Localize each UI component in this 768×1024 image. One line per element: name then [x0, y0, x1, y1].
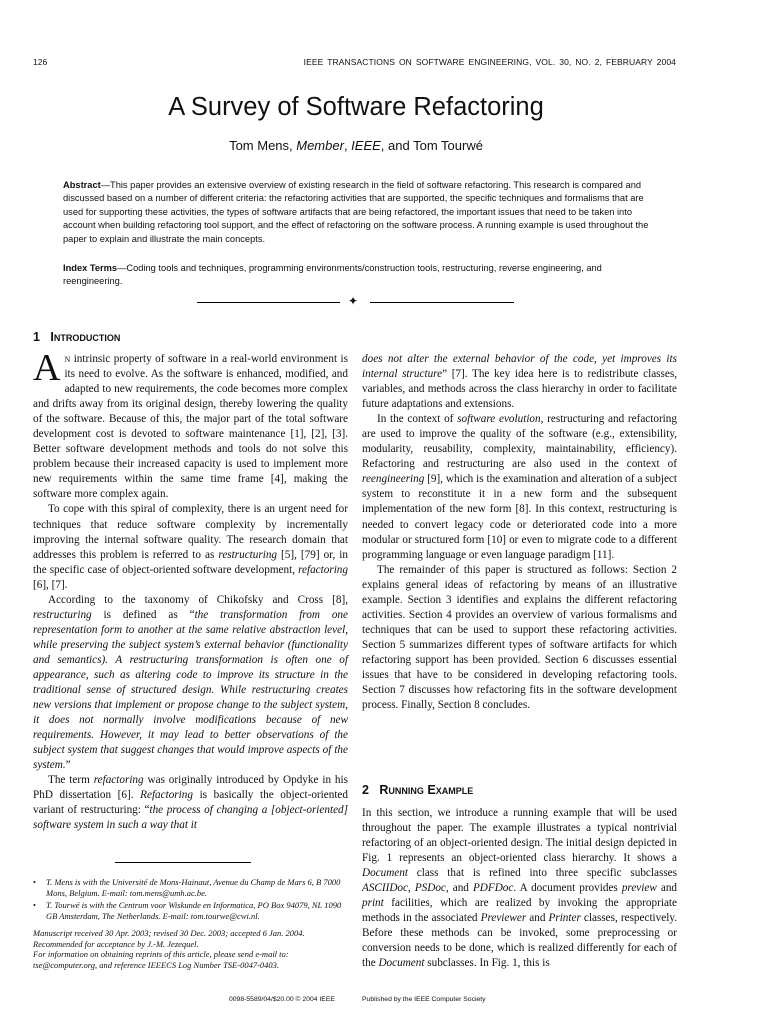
class-name: Previewer: [480, 912, 527, 925]
footnote-rule: [115, 862, 251, 863]
text-run: To cope with this spiral of complexity, there is an urgent need for techniques that reduce software complexity by incrementally improving the internal software quality. The research domain that addresses this problem is referred to as: [33, 503, 348, 561]
text-run: [9], which is the examination and alteration of a subject system to reconstitute it in a new form and the subsequent implementation of the new form [8]. In this context, restructuring is needed to convert legacy code or deteriorated code into a more modular or structured form [10] or even to migrate code to a different programming language or even language paradigm [11].: [362, 473, 677, 561]
paragraph: [33, 347, 348, 502]
bullet-icon: •: [33, 899, 36, 910]
index-terms-label: Index Terms: [63, 263, 118, 273]
class-name: Printer: [548, 912, 581, 925]
section-title-rest: ntroduction: [53, 330, 121, 344]
section-title-initial: E: [423, 783, 436, 797]
text-run: ” [7]. The key idea here is to redistribute classes, variables, and methods across the class hierarchy in order to facilitate future adaptations and extensions.: [362, 368, 678, 411]
paragraph: [362, 806, 677, 972]
page-number: 126: [33, 57, 48, 67]
text-run-italic: refactoring: [93, 774, 144, 787]
footnote-affiliation: [33, 900, 348, 922]
paper-title: A Survey of Software Refactoring: [168, 93, 544, 121]
text-run-italic: refactoring: [298, 563, 348, 576]
paragraph: [362, 412, 677, 562]
reprints-info: For information on obtaining reprints of this article, please send e-mail to: tse@computer.org, and reference IEEECS Log Number TSE-0047-0403.: [33, 949, 289, 971]
text-run: , and: [445, 882, 473, 895]
text-run-italic: reengineering: [362, 473, 425, 486]
footnote-text: T. Mens is with the Université de Mons-Hainaut, Avenue du Champ de Mars 6, B 7000 Mons, Belgium. E-mail: tom.mens@umh.ac.be.: [46, 877, 341, 898]
footnotes: [33, 877, 348, 971]
abstract: [63, 179, 653, 246]
paragraph: [33, 593, 348, 774]
running-example-body: [362, 806, 677, 972]
drop-cap-continuation: n: [64, 353, 71, 365]
paper-authors: [0, 138, 712, 153]
section-heading-running-example: [362, 783, 473, 797]
definition-quote: the process of changing a [object-oriented] software system in such a way that it: [33, 804, 348, 832]
text-run: [5], [79] or, in the specific case of object-oriented software development,: [33, 548, 348, 576]
paragraph: [33, 773, 348, 833]
divider-diamond-icon: ✦: [348, 294, 359, 308]
text-run: class that is refined into three specific subclasses: [407, 867, 677, 880]
paragraph-text: intrinsic property of software in a real-world environment is its need to evolve. As the software is enhanced, modified, and adapted to new requirements, the code becomes more complex and drifts away from its original design, thereby lowering the quality of the software. Because of this, the major part of the total software development cost is devoted to software maintenance [1], [2], [3]. Better software development methods and tools do not solve this problem because their increased capacity is used to implement more new requirements within the same time frame [4], making the software more complex again.: [33, 353, 348, 501]
left-column: [33, 347, 348, 834]
publisher-line: Published by the IEEE Computer Society: [362, 996, 486, 1003]
author-membership: Member: [296, 138, 344, 153]
method-name: preview: [621, 882, 657, 895]
abstract-text: —This paper provides an extensive overview of existing research in the field of software refactoring. This research is compared and discussed based on a number of different criteria: the refactoring activities that are supported, the specific techniques and formalisms that are used for supporting these activities, the types of software artifacts that are being refactored, the important issues that need to be taken into account when building refactoring tool support, and the effect of refactoring on the software process. A running example is used throughout the paper to explain and illustrate the main concepts.: [63, 180, 649, 244]
text-run: facilities, which are realized by invoking the appropriate methods in the associated: [362, 897, 677, 925]
class-name: PSDoc: [414, 882, 446, 895]
index-terms-text: —Coding tools and techniques, programming environments/construction tools, restructuring, reverse engineering, and reengineering.: [63, 263, 602, 287]
paragraph: [362, 352, 677, 412]
text-run: [6], [7].: [33, 578, 68, 591]
drop-cap: A: [33, 347, 61, 389]
class-name: ASCIIDoc: [362, 882, 408, 895]
index-terms: [63, 262, 653, 289]
text-run: classes, respectively. Before these methods can be invoked, some preprocessing or conversion needs to be done, which is realized differently for each of the: [362, 912, 677, 970]
author-society: IEEE: [351, 138, 381, 153]
section-heading-introduction: [33, 330, 120, 344]
copyright-line: 0098-5589/04/$20.00 © 2004 IEEE: [229, 996, 335, 1003]
text-run: and: [526, 912, 549, 925]
text-run: . A document provides: [513, 882, 622, 895]
text-run: In this section, we introduce a running example that will be used throughout the paper. The example illustrates a typical nontrivial refactoring of an object-oriented design. The initial design depicted in Fig. 1 represents an object-oriented class hierarchy. It shows a: [362, 807, 677, 865]
paragraph: [33, 502, 348, 592]
bullet-icon: •: [33, 877, 36, 887]
class-name: Document: [378, 957, 425, 970]
section-number: 2: [362, 783, 369, 797]
divider-line-left: [197, 302, 340, 303]
text-run-italic: restructuring: [33, 608, 92, 621]
text-run: ,: [407, 882, 415, 895]
paragraph: The remainder of this paper is structured as follows: Section 2 explains general ideas of refactoring by means of an illustrative example. Section 3 identifies and explains the different refactoring activities. Section 4 provides an overview of various formalisms and techniques that can be used to support these refactoring activities. Section 5 summarizes different types of software artifacts for which refactoring support has been provided. Section 6 discusses essential issues that have to be considered in developing refactoring tools. Section 7 discusses how refactoring fits in the software development process. Finally, Section 8 concludes.: [362, 563, 677, 712]
text-run-italic: restructuring: [218, 548, 278, 561]
text-run: was originally introduced by Opdyke in his PhD dissertation [6].: [33, 774, 348, 802]
text-run-italic: Refactoring: [140, 789, 193, 802]
text-run-italic: software evolution: [457, 413, 541, 426]
section-title-rest: xample: [435, 783, 474, 797]
section-title-initial: R: [379, 783, 389, 797]
author-text: , and Tom Tourwé: [380, 138, 483, 153]
divider-line-right: [370, 302, 514, 303]
text-run: ”: [65, 759, 71, 772]
definition-quote: does not alter the external behavior of the code, yet improves its internal structure: [362, 353, 677, 381]
method-name: print: [362, 897, 384, 910]
text-run: is basically the object-oriented variant of restructuring: “: [33, 789, 348, 817]
right-column: [362, 352, 677, 713]
text-run: , restructuring and refactoring are used to improve the quality of the software (e.g., extensibility, modularity, reusability, complexity, maintainability, efficiency). Refactoring and restructuring are also used in the context of: [362, 413, 677, 471]
manuscript-info: Manuscript received 30 Apr. 2003; revised 30 Dec. 2003; accepted 6 Jan. 2004. Recommended for acceptance by J.-M. Jezequel.: [33, 927, 305, 949]
text-run: The term: [48, 774, 94, 787]
class-name: Document: [362, 867, 408, 880]
text-run: subclasses. In Fig. 1, this is: [424, 957, 550, 970]
footnote-text: T. Tourwé is with the Centrum voor Wiskunde en Informatica, PO Box 94079, NL 1090 GB Amsterdam, The Netherlands. E-mail: tom.tourwe@cwi.nl.: [46, 899, 342, 921]
text-run: is defined as “: [91, 608, 195, 621]
section-number: 1: [33, 330, 40, 344]
text-run: According to the taxonomy of Chikofsky and Cross [8],: [48, 593, 348, 606]
author-text: Tom Mens,: [229, 138, 297, 153]
footnote-affiliation: [33, 877, 348, 899]
section-title-initial: I: [50, 330, 54, 344]
text-run: and: [656, 882, 678, 895]
section-title-rest: unning: [388, 783, 424, 797]
running-header: IEEE TRANSACTIONS ON SOFTWARE ENGINEERING, VOL. 30, NO. 2, FEBRUARY 2004: [303, 57, 676, 67]
author-separator: ,: [343, 138, 352, 153]
text-run: In the context of: [377, 413, 458, 426]
abstract-label: Abstract: [63, 180, 101, 190]
definition-quote: the transformation from one representation form to another at the same relative abstraction level, while preserving the subject system’s external behavior (functionality and semantics). A restructuring transformation is often one of appearance, such as altering code to improve its structure in the traditional sense of structured design. While restructuring creates new versions that implement or propose change to the subject system, it does not normally involve modifications because of new requirements. However, it may lead to better observations of the subject system that suggest changes that would improve aspects of the system.: [33, 608, 348, 772]
class-name: PDFDoc: [472, 882, 514, 895]
